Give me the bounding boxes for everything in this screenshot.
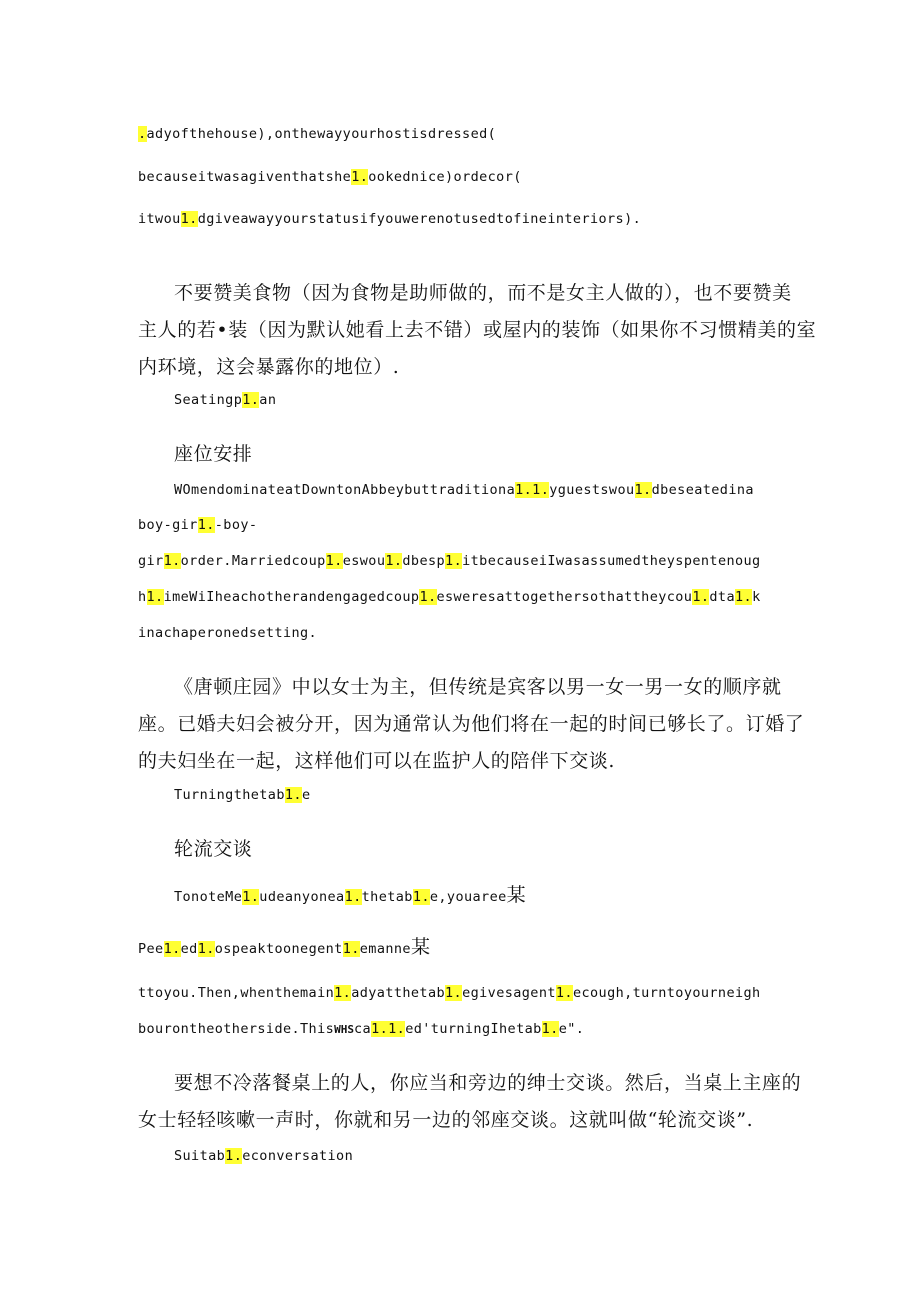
- text-fragment: 座位安排: [174, 443, 253, 465]
- text-fragment: eswou: [342, 553, 386, 569]
- text-fragment: 女士轻轻咳嗽一声时，你就和另一边的邻座交谈。这就叫做“轮流交谈”.: [138, 1109, 754, 1131]
- text-line-19: [174, 880, 526, 907]
- highlight-mark: 1.: [284, 787, 302, 803]
- text-fragment: 轮流交谈: [174, 838, 253, 860]
- text-fragment: e: [301, 787, 311, 803]
- text-line-7: [174, 392, 276, 408]
- text-line-8: [174, 439, 252, 466]
- text-line-25: [174, 1148, 353, 1164]
- text-fragment: Pee: [138, 941, 164, 957]
- text-fragment: order.Marriedcoup: [180, 553, 326, 569]
- text-fragment: ed'turningIhetab: [405, 1021, 542, 1037]
- highlight-mark: 1.: [445, 553, 463, 569]
- text-fragment: ookednice)ordecor(: [368, 169, 522, 185]
- text-fragment: itbecauseiIwasassumedtheyspentenoug: [462, 553, 761, 569]
- text-fragment: emanne: [359, 941, 411, 957]
- highlight-mark: 1.: [163, 941, 181, 957]
- text-fragment: imeWiIheachotherandengagedcoup: [163, 589, 420, 605]
- text-fragment: bourontheotherside.This: [138, 1021, 335, 1037]
- highlight-mark: 1.: [163, 553, 181, 569]
- text-line-14: [174, 672, 782, 699]
- highlight-mark: 1.: [555, 985, 573, 1001]
- highlight-mark: 1.: [146, 589, 164, 605]
- text-fragment: esweresattogethersothattheycou: [436, 589, 693, 605]
- text-fragment: 的夫妇坐在一起，这样他们可以在监护人的陪伴下交谈.: [138, 750, 616, 772]
- text-fragment: 座。已婚夫妇会被分开，因为通常认为他们将在一起的时间已够长了。订婚了: [138, 713, 805, 735]
- highlight-mark: 1.: [334, 985, 352, 1001]
- text-fragment: -boy-: [214, 517, 258, 533]
- text-line-2: [138, 169, 522, 185]
- text-fragment: udeanyonea: [259, 889, 345, 905]
- text-fragment: ttoyou.Then,whenthemain: [138, 985, 335, 1001]
- text-fragment: itwou: [138, 211, 181, 227]
- text-fragment: e".: [558, 1021, 585, 1037]
- highlight-mark: 1.: [242, 392, 260, 408]
- text-line-4: [174, 278, 792, 305]
- text-line-3: [138, 211, 641, 227]
- highlight-mark: 1.: [197, 941, 215, 957]
- text-line-20: [138, 932, 431, 959]
- highlight-mark: 1.: [342, 941, 360, 957]
- text-line-5: [138, 315, 816, 342]
- text-line-23: [174, 1068, 801, 1095]
- text-fragment: econversation: [242, 1148, 354, 1164]
- text-fragment: thetab: [361, 889, 413, 905]
- highlight-mark: 1.: [325, 553, 343, 569]
- highlight-mark: 1.: [735, 589, 753, 605]
- text-fragment: Seatingp: [174, 392, 243, 408]
- highlight-mark: 1.: [419, 589, 437, 605]
- text-fragment: adyofthehouse),onthewayyourhostisdressed(: [146, 126, 497, 142]
- text-fragment: 《唐顿庄园》中以女士为主，但传统是宾客以男一女一男一女的顺序就: [174, 676, 782, 698]
- text-fragment: 不要赞美食物（因为食物是助师做的，而不是女主人做的），也不要赞美: [174, 282, 792, 304]
- text-line-16: [138, 746, 615, 773]
- text-fragment: ospeaktoonegent: [214, 941, 343, 957]
- highlight-mark: 1.1.: [515, 482, 550, 498]
- text-fragment: ed: [180, 941, 198, 957]
- text-fragment: dgiveawayyourstatusifyouwerenotusedtofineinteriors).: [197, 211, 642, 227]
- text-fragment: Turningthetab: [174, 787, 285, 803]
- text-line-10: [138, 517, 257, 533]
- text-fragment: 内环境，这会暴露你的地位）.: [138, 356, 400, 378]
- text-fragment: WOmendominateatDowntonAbbeybuttraditiona: [174, 482, 516, 498]
- highlight-mark: 1.: [541, 1021, 559, 1037]
- highlight-mark: 1.: [197, 517, 215, 533]
- text-fragment: dta: [709, 589, 735, 605]
- text-fragment: 主人的若•装（因为默认她看上去不错）或屋内的装饰（如果你不习惯精美的室: [138, 319, 817, 341]
- highlight-mark: 1.: [445, 985, 463, 1001]
- text-line-11: [138, 553, 761, 569]
- highlight-mark: 1.: [412, 889, 430, 905]
- text-fragment: yguestswou: [549, 482, 635, 498]
- text-line-1: [138, 126, 496, 142]
- text-fragment: k: [752, 589, 761, 605]
- bold-fragment: WHS: [334, 1023, 355, 1036]
- highlight-mark: 1.: [225, 1148, 243, 1164]
- text-fragment: TonoteMe: [174, 889, 243, 905]
- text-fragment: ecough,turntoyourneigh: [572, 985, 761, 1001]
- text-fragment: gir: [138, 553, 164, 569]
- text-fragment: inachaperonedsetting.: [138, 625, 318, 641]
- highlight-mark: 1.: [180, 211, 198, 227]
- text-line-9: [174, 482, 754, 498]
- text-fragment: ca: [354, 1021, 372, 1037]
- text-line-15: [138, 709, 804, 736]
- cjk-fragment: 某: [506, 884, 527, 906]
- highlight-mark: 1.: [634, 482, 652, 498]
- text-fragment: h: [138, 589, 147, 605]
- highlight-mark: 1.: [344, 889, 362, 905]
- text-fragment: adyatthetab: [351, 985, 446, 1001]
- cjk-fragment: 某: [410, 936, 431, 958]
- text-fragment: becauseitwasagiventhatshe: [138, 169, 352, 185]
- highlight-mark: 1.: [692, 589, 710, 605]
- text-line-24: [138, 1105, 753, 1132]
- text-line-17: [174, 787, 310, 803]
- text-fragment: an: [259, 392, 277, 408]
- text-line-6: [138, 352, 399, 379]
- highlight-mark: 1.: [385, 553, 403, 569]
- text-fragment: egivesagent: [462, 985, 556, 1001]
- text-line-22: [138, 1021, 584, 1037]
- highlight-mark: .: [138, 126, 147, 142]
- text-fragment: Suitab: [174, 1148, 226, 1164]
- text-fragment: dbesp: [402, 553, 446, 569]
- highlight-mark: 1.: [242, 889, 260, 905]
- text-line-21: [138, 985, 761, 1001]
- text-line-13: [138, 625, 317, 641]
- highlight-mark: 1.1.: [371, 1021, 406, 1037]
- text-fragment: dbeseatedina: [651, 482, 754, 498]
- text-line-12: [138, 589, 761, 605]
- text-fragment: 要想不冷落餐桌上的人，你应当和旁边的绅士交谈。然后，当桌上主座的: [174, 1072, 802, 1094]
- text-line-18: [174, 834, 252, 861]
- text-fragment: boy-gir: [138, 517, 198, 533]
- highlight-mark: 1.: [351, 169, 369, 185]
- text-fragment: e,youaree: [429, 889, 507, 905]
